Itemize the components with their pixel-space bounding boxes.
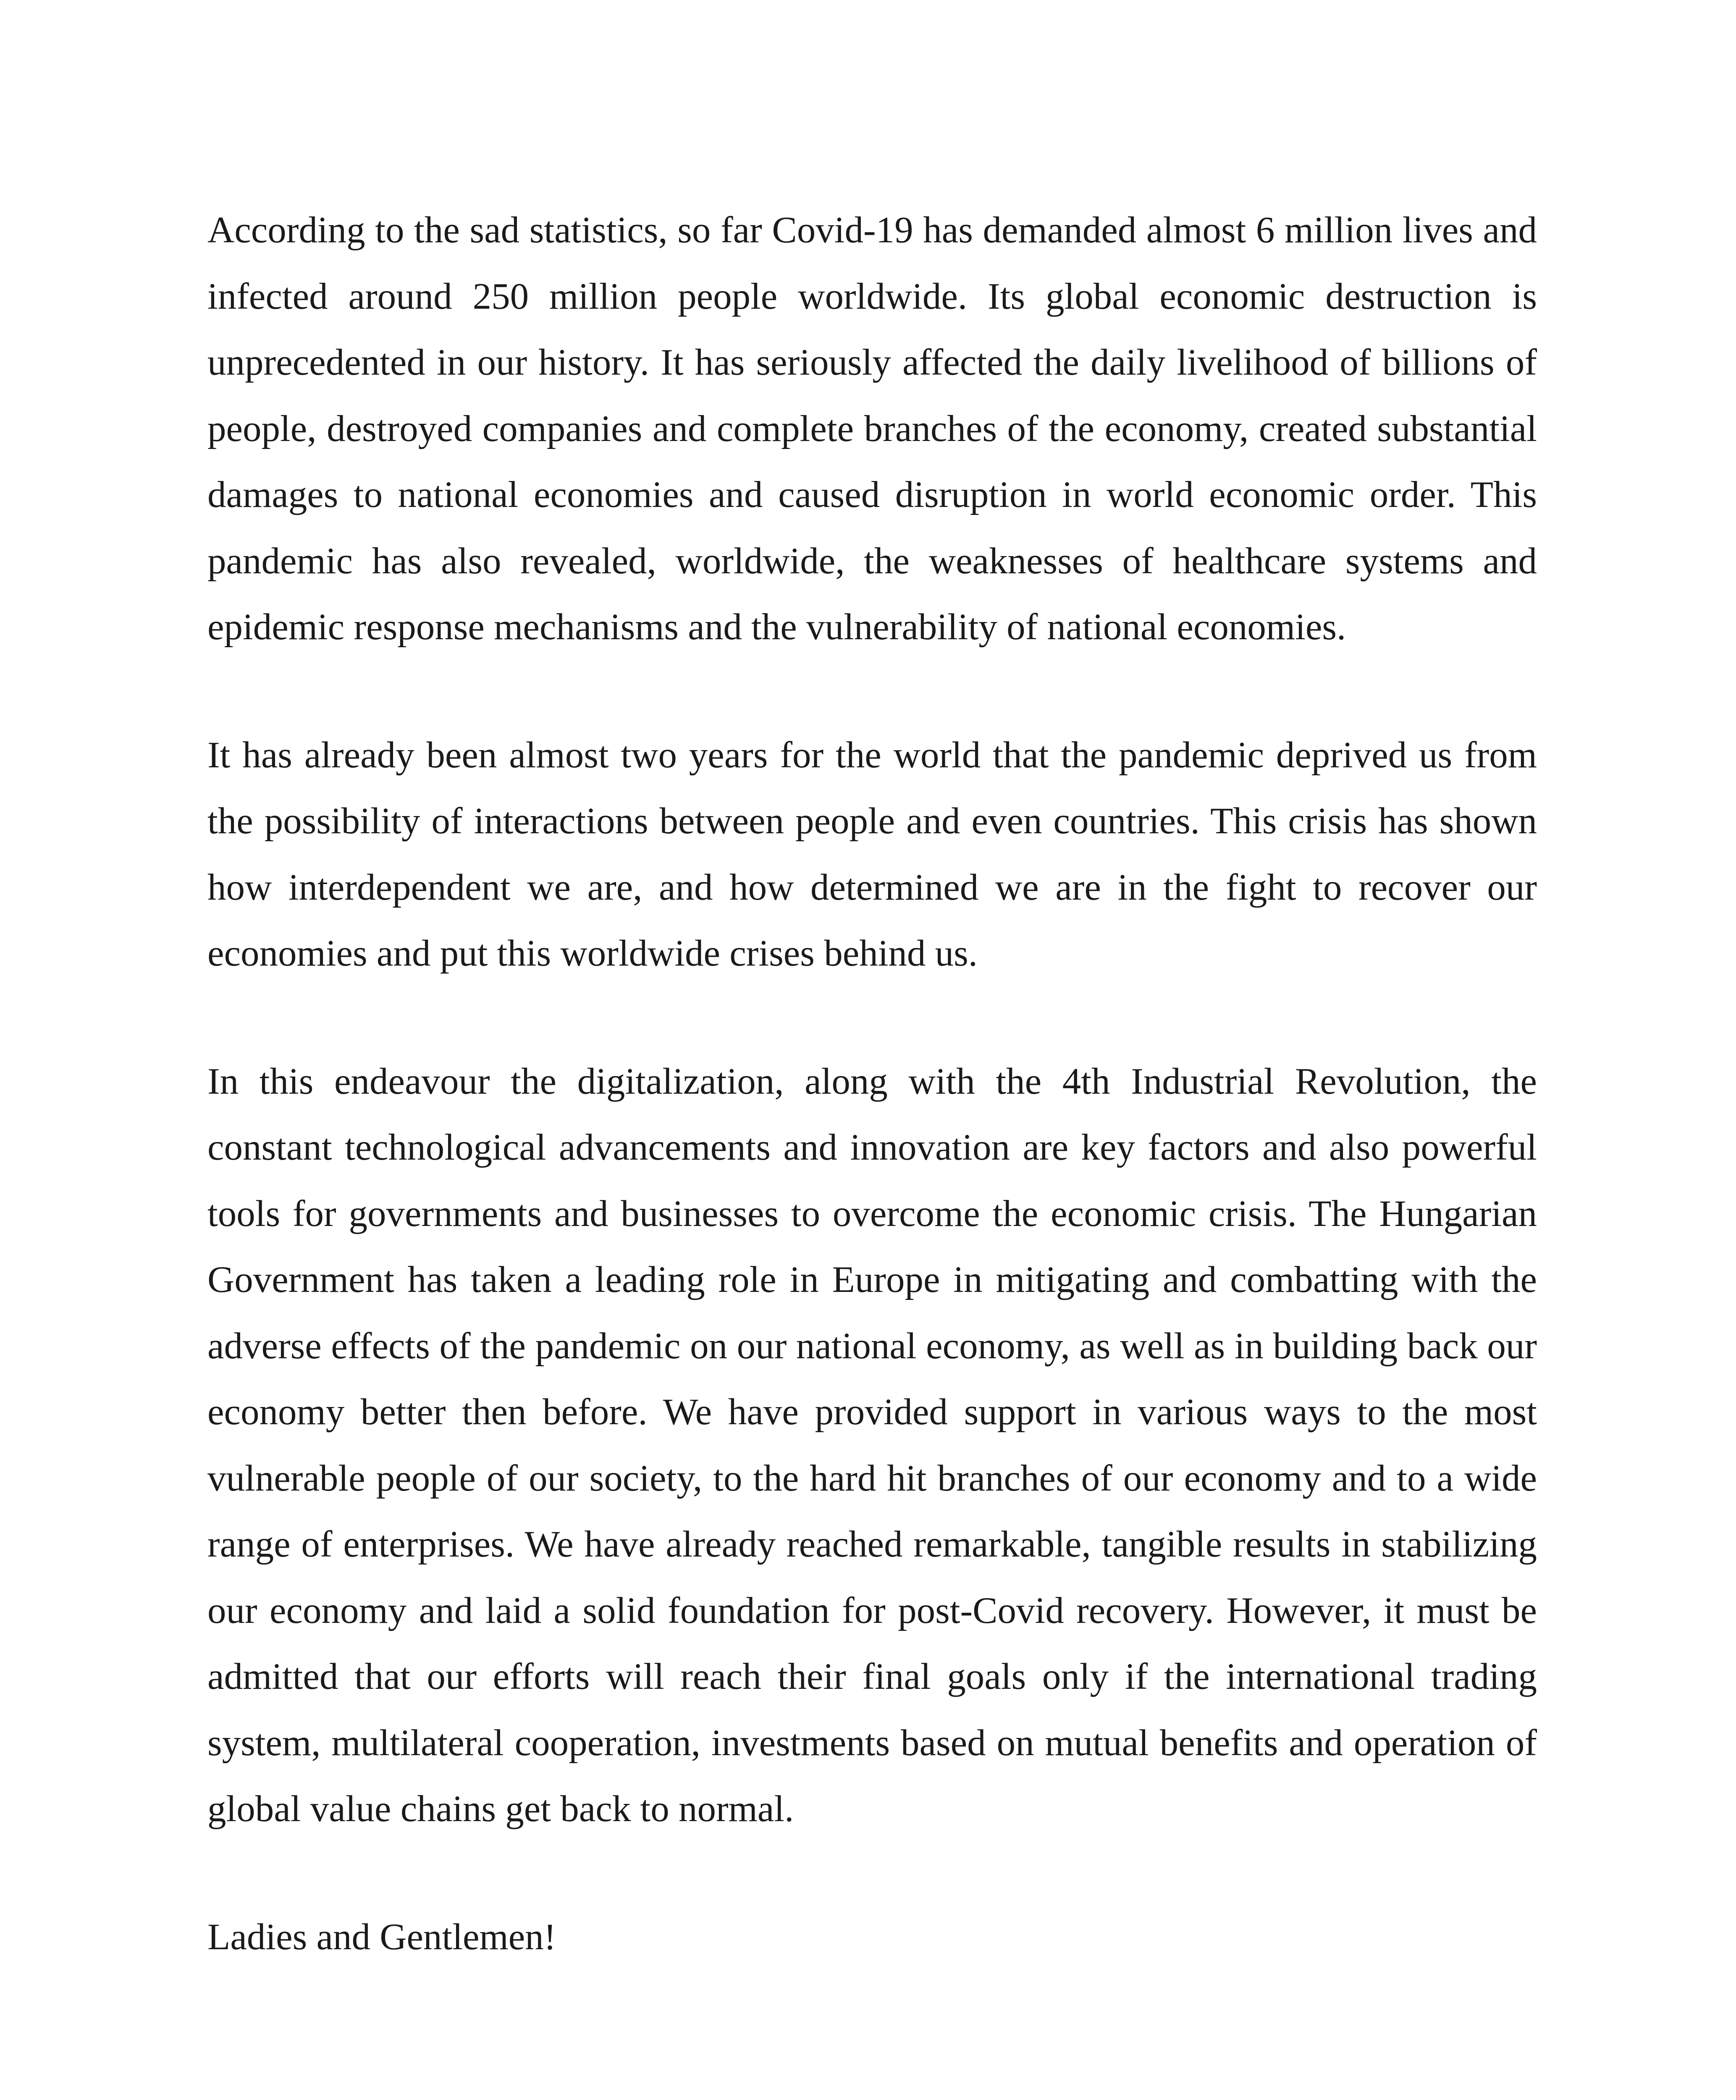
body-text <box>207 197 1537 2032</box>
paragraph-covid-statistics: According to the sad statistics, so far Covid-19 has demanded almost 6 million lives and infected around 250 million people worldwide. Its global economic destruction is unprecedented in our history. It has seriously affected the daily livelihood of billions of people, destroyed companies and complete branches of the economy, created substantial damages to national economies and caused disruption in world economic order. This pandemic has also revealed, worldwide, the weaknesses of healthcare systems and epidemic response mechanisms and the vulnerability of national economies. <box>207 210 1537 648</box>
paragraph-salutation: Ladies and Gentlemen! <box>207 1916 556 1958</box>
paragraph-interdependence: It has already been almost two years for the world that the pandemic deprived us from the possibility of interactions between people and even countries. This crisis has shown how interdependent we are, and how determined we are in the fight to recover our economies and put this worldwide crises behind us. <box>207 734 1537 974</box>
paragraph-digitalization: In this endeavour the digitalization, along with the 4th Industrial Revolution, the constant technological advancements and innovation are key factors and also powerful tools for governments and businesses to overcome the economic crisis. The Hungarian Government has taken a leading role in Europe in mitigating and combatting with the adverse effects of the pandemic on our national economy, as well as in building back our economy better then before. We have provided support in various ways to the most vulnerable people of our society, to the hard hit branches of our economy and to a wide range of enterprises. We have already reached remarkable, tangible results in stabilizing our economy and laid a solid foundation for post-Covid recovery. However, it must be admitted that our efforts will reach their final goals only if the international trading system, multilateral cooperation, investments based on mutual benefits and operation of global value chains get back to normal. <box>207 1060 1537 1830</box>
